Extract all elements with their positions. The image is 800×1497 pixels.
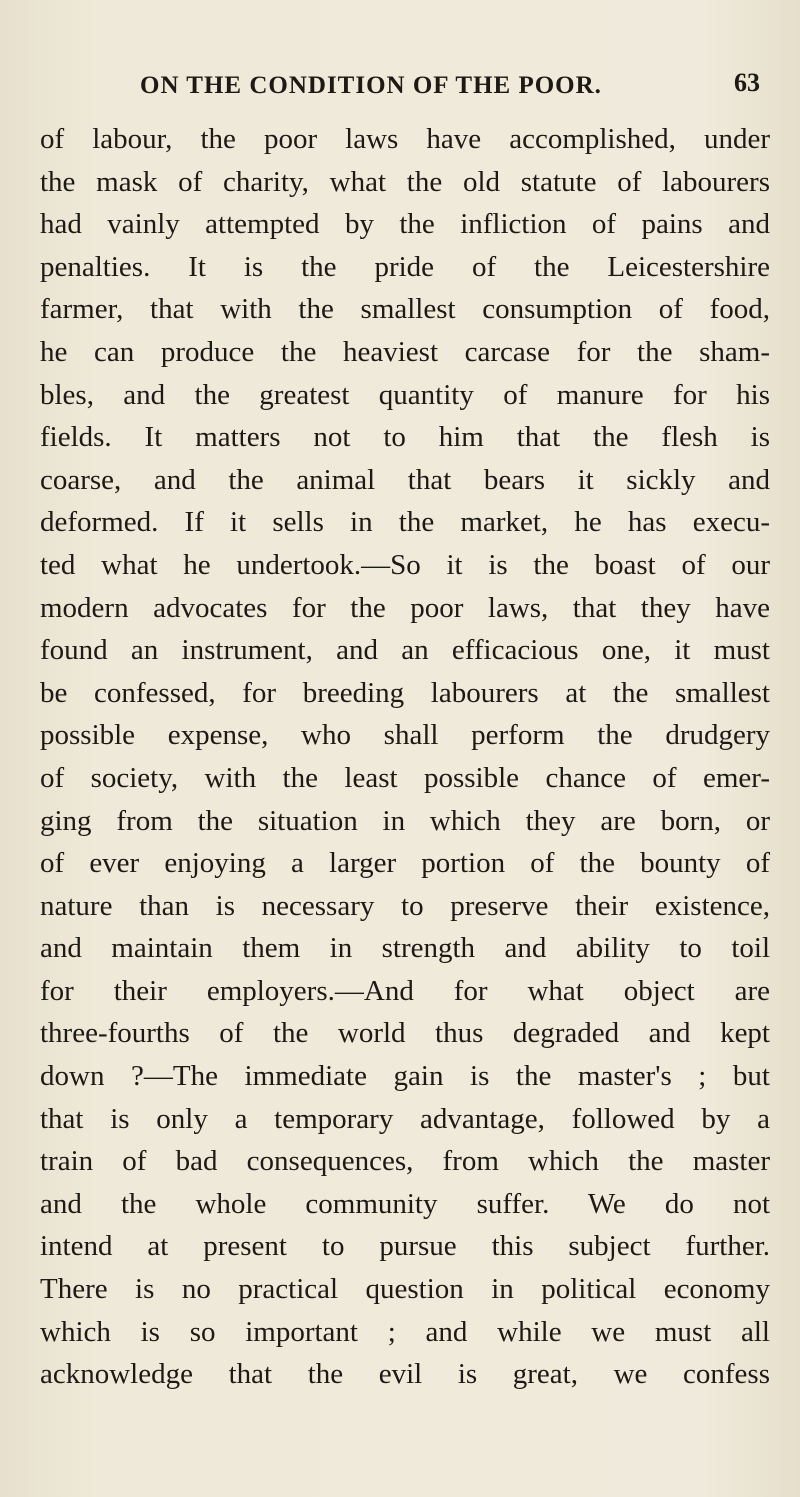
text-line: of society, with the least possible chance of emer- [40,761,770,794]
text-line: coarse, and the animal that bears it sickly and [40,463,770,496]
text-line: that is only a temporary advantage, followed by a [40,1102,770,1135]
text-line: found an instrument, and an efficacious one, it must [40,634,770,667]
text-line: ted what he undertook.—So it is the boast of our [40,548,770,581]
text-line: which is so important ; and while we must all [40,1315,770,1348]
text-line: possible expense, who shall perform the drudgery [40,719,770,752]
text-line: nature than is necessary to preserve their existence, [40,889,770,922]
text-line: bles, and the greatest quantity of manure for his [40,378,770,411]
text-line: deformed. If it sells in the market, he has execu- [40,506,770,539]
text-line: be confessed, for breeding labourers at the smallest [40,676,770,709]
text-line: and the whole community suffer. We do not [40,1187,770,1220]
text-line: fields. It matters not to him that the flesh is [40,421,770,454]
text-line: of labour, the poor laws have accomplished, under [40,123,770,155]
text-line: acknowledge that the evil is great, we confess [40,1358,770,1391]
text-line: train of bad consequences, from which the master [40,1145,770,1178]
text-line: intend at present to pursue this subject further. [40,1230,770,1263]
text-line: three-fourths of the world thus degraded and kept [40,1017,770,1050]
text-line: farmer, that with the smallest consumption of food, [40,293,770,326]
text-line: he can produce the heaviest carcase for the sham- [40,335,770,368]
page-number: 63 [734,68,760,97]
text-line: There is no practical question in political economy [40,1273,770,1306]
text-line: down ?—The immediate gain is the master's ; but [40,1060,770,1093]
text-line: modern advocates for the poor laws, that they have [40,591,770,624]
text-line: the mask of charity, what the old statute of labourers [40,165,770,198]
text-line: and maintain them in strength and ability to toil [40,932,770,965]
body-text [40,118,770,1396]
text-line: had vainly attempted by the infliction of pains and [40,208,770,241]
running-head: ON THE CONDITION OF THE POOR. [140,72,602,99]
text-line: ging from the situation in which they are born, or [40,804,770,837]
text-line: for their employers.—And for what object are [40,974,770,1007]
text-line: penalties. It is the pride of the Leicestershire [40,250,770,283]
text-line: of ever enjoying a larger portion of the bounty of [40,847,770,880]
